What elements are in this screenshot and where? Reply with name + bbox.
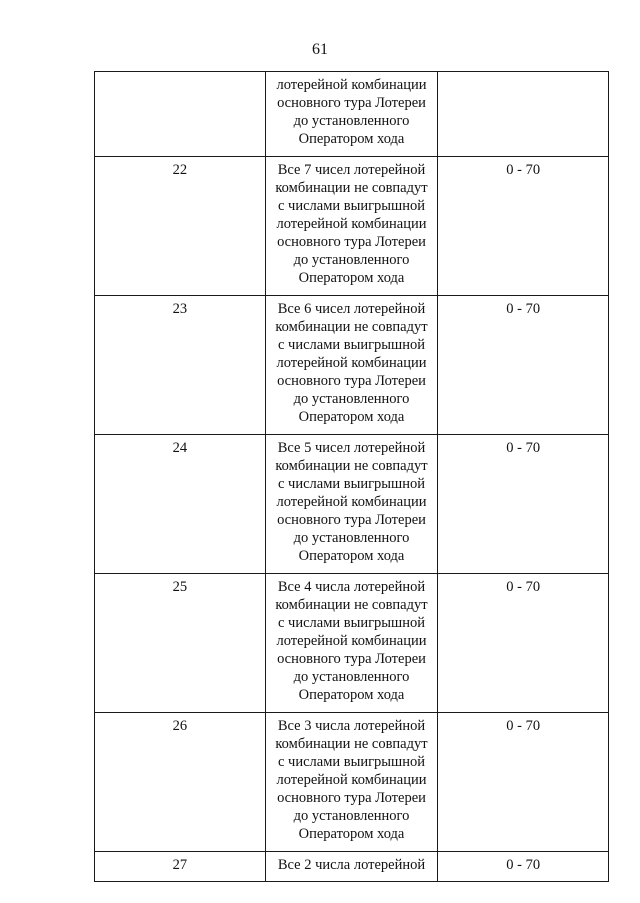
description-line: лотерейной комбинации [276, 494, 427, 510]
description-line: комбинации не совпадут [275, 736, 428, 752]
description-line: лотерейной комбинации [276, 355, 427, 371]
description-line: Оператором хода [298, 409, 405, 425]
description-line: Все 4 числа лотерейной [277, 579, 426, 595]
table-row-26 [95, 713, 609, 852]
description-line: лотерейной комбинации [276, 772, 427, 788]
row-description-cell [265, 852, 438, 882]
row-number-cell [95, 72, 266, 157]
row-description-cell [265, 72, 438, 157]
description-line: основного тура Лотереи [277, 512, 426, 528]
description-line: Оператором хода [298, 131, 405, 147]
description-line: с числами выигрышной [277, 754, 425, 770]
page-number: 61 [312, 41, 328, 58]
description-line: основного тура Лотереи [277, 790, 426, 806]
table-row-27 [95, 852, 609, 882]
description-line: с числами выигрышной [277, 615, 425, 631]
row-number-cell: 23 [95, 296, 266, 435]
table-row-23 [95, 296, 609, 435]
description-line: комбинации не совпадут [275, 319, 428, 335]
description-line: Все 3 числа лотерейной [277, 718, 426, 734]
description-line: основного тура Лотереи [277, 651, 426, 667]
row-description-cell [265, 296, 438, 435]
description-line: до установленного [293, 530, 410, 546]
description-line: комбинации не совпадут [275, 180, 428, 196]
description-line: лотерейной комбинации [276, 216, 427, 232]
description-line: с числами выигрышной [277, 476, 425, 492]
row-number-cell: 27 [95, 852, 266, 882]
description-line: Оператором хода [298, 548, 405, 564]
row-range-cell: 0 - 70 [438, 435, 609, 574]
row-description-cell [265, 157, 438, 296]
row-range-cell: 0 - 70 [438, 852, 609, 882]
description-line: основного тура Лотереи [277, 234, 426, 250]
row-number-cell: 25 [95, 574, 266, 713]
row-description-cell [265, 713, 438, 852]
row-range-cell [438, 72, 609, 157]
row-range-cell: 0 - 70 [438, 296, 609, 435]
table-row-22 [95, 157, 609, 296]
table-row-continuation [95, 72, 609, 157]
row-range-cell: 0 - 70 [438, 157, 609, 296]
description-line: Все 5 чисел лотерейной [277, 440, 426, 456]
description-line: до установленного [293, 669, 410, 685]
description-line: Оператором хода [298, 687, 405, 703]
description-line: с числами выигрышной [277, 198, 425, 214]
description-line: Оператором хода [298, 826, 405, 842]
row-range-cell: 0 - 70 [438, 574, 609, 713]
description-line: с числами выигрышной [277, 337, 425, 353]
description-line: Все 2 числа лотерейной [277, 857, 426, 873]
row-range-cell: 0 - 70 [438, 713, 609, 852]
row-description-cell [265, 435, 438, 574]
description-line: до установленного [293, 391, 410, 407]
row-number-cell: 26 [95, 713, 266, 852]
table-row-24 [95, 435, 609, 574]
description-line: основного тура Лотереи [277, 95, 426, 111]
prize-rules-table [94, 71, 609, 882]
description-line: Оператором хода [298, 270, 405, 286]
row-number-cell: 22 [95, 157, 266, 296]
description-line: основного тура Лотереи [277, 373, 426, 389]
description-line: комбинации не совпадут [275, 597, 428, 613]
description-line: комбинации не совпадут [275, 458, 428, 474]
description-line: Все 6 чисел лотерейной [277, 301, 426, 317]
description-line: лотерейной комбинации [276, 77, 427, 93]
row-description-cell [265, 574, 438, 713]
table-row-25 [95, 574, 609, 713]
row-number-cell: 24 [95, 435, 266, 574]
description-line: до установленного [293, 252, 410, 268]
description-line: до установленного [293, 113, 410, 129]
description-line: лотерейной комбинации [276, 633, 427, 649]
description-line: Все 7 чисел лотерейной [277, 162, 426, 178]
description-line: до установленного [293, 808, 410, 824]
